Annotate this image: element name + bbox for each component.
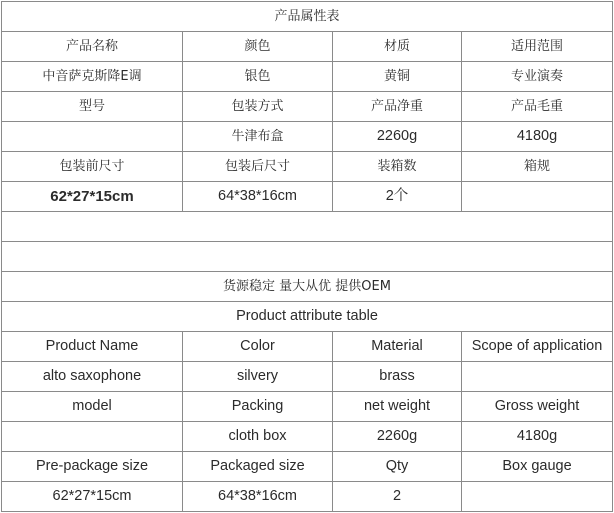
cn-value-cell: 中音萨克斯降E调 <box>2 62 183 92</box>
cn-header-cell: 装箱数 <box>333 152 462 182</box>
cn-header-cell: 产品净重 <box>333 92 462 122</box>
en-header-cell: Scope of application <box>462 332 613 362</box>
cn-data-row <box>2 182 613 212</box>
cn-value-cell <box>462 182 613 212</box>
en-value-cell: alto saxophone <box>2 362 183 392</box>
en-data-row <box>2 422 613 452</box>
empty-cell <box>2 212 613 242</box>
en-value-cell <box>462 482 613 512</box>
en-value-cell: 2 <box>333 482 462 512</box>
en-value-cell <box>2 422 183 452</box>
en-header-cell: Qty <box>333 452 462 482</box>
en-value-cell: silvery <box>183 362 333 392</box>
en-header-cell: Pre-package size <box>2 452 183 482</box>
slogan-row <box>2 272 613 302</box>
en-value-cell: brass <box>333 362 462 392</box>
cn-header-cell: 产品毛重 <box>462 92 613 122</box>
attribute-table <box>1 1 613 512</box>
en-header-row <box>2 452 613 482</box>
en-value-cell: 62*27*15cm <box>2 482 183 512</box>
empty-row <box>2 242 613 272</box>
empty-row <box>2 212 613 242</box>
cn-value-cell: 4180g <box>462 122 613 152</box>
cn-header-cell: 颜色 <box>183 32 333 62</box>
en-data-row <box>2 482 613 512</box>
en-data-row <box>2 362 613 392</box>
cn-header-row <box>2 92 613 122</box>
cn-header-cell: 包装前尺寸 <box>2 152 183 182</box>
en-header-cell: Color <box>183 332 333 362</box>
cn-header-cell: 适用范围 <box>462 32 613 62</box>
en-table-title: Product attribute table <box>2 302 613 332</box>
cn-value-cell: 银色 <box>183 62 333 92</box>
cn-header-row <box>2 32 613 62</box>
cn-header-cell: 型号 <box>2 92 183 122</box>
slogan-text: 货源稳定 量大从优 提供OEM <box>2 272 613 302</box>
cn-value-cell: 专业演奏 <box>462 62 613 92</box>
en-header-cell: Gross weight <box>462 392 613 422</box>
cn-value-cell: 62*27*15cm <box>2 182 183 212</box>
en-header-row <box>2 332 613 362</box>
en-header-cell: Packaged size <box>183 452 333 482</box>
en-header-cell: model <box>2 392 183 422</box>
en-value-cell: 2260g <box>333 422 462 452</box>
cn-header-cell: 包装方式 <box>183 92 333 122</box>
cn-value-cell: 黄铜 <box>333 62 462 92</box>
en-header-cell: Box gauge <box>462 452 613 482</box>
en-header-cell: net weight <box>333 392 462 422</box>
cn-table-title: 产品属性表 <box>2 2 613 32</box>
en-value-cell: 64*38*16cm <box>183 482 333 512</box>
en-header-cell: Packing <box>183 392 333 422</box>
cn-header-cell: 包装后尺寸 <box>183 152 333 182</box>
cn-value-cell: 64*38*16cm <box>183 182 333 212</box>
en-value-cell: cloth box <box>183 422 333 452</box>
cn-title-row <box>2 2 613 32</box>
cn-header-cell: 产品名称 <box>2 32 183 62</box>
cn-value-cell: 2260g <box>333 122 462 152</box>
en-title-row <box>2 302 613 332</box>
cn-value-cell: 2个 <box>333 182 462 212</box>
cn-header-cell: 材质 <box>333 32 462 62</box>
en-value-cell: 4180g <box>462 422 613 452</box>
en-value-cell <box>462 362 613 392</box>
cn-data-row <box>2 122 613 152</box>
empty-cell <box>2 242 613 272</box>
cn-header-row <box>2 152 613 182</box>
cn-value-cell: 牛津布盒 <box>183 122 333 152</box>
cn-value-cell <box>2 122 183 152</box>
en-header-cell: Material <box>333 332 462 362</box>
cn-header-cell: 箱规 <box>462 152 613 182</box>
en-header-cell: Product Name <box>2 332 183 362</box>
cn-data-row <box>2 62 613 92</box>
en-header-row <box>2 392 613 422</box>
